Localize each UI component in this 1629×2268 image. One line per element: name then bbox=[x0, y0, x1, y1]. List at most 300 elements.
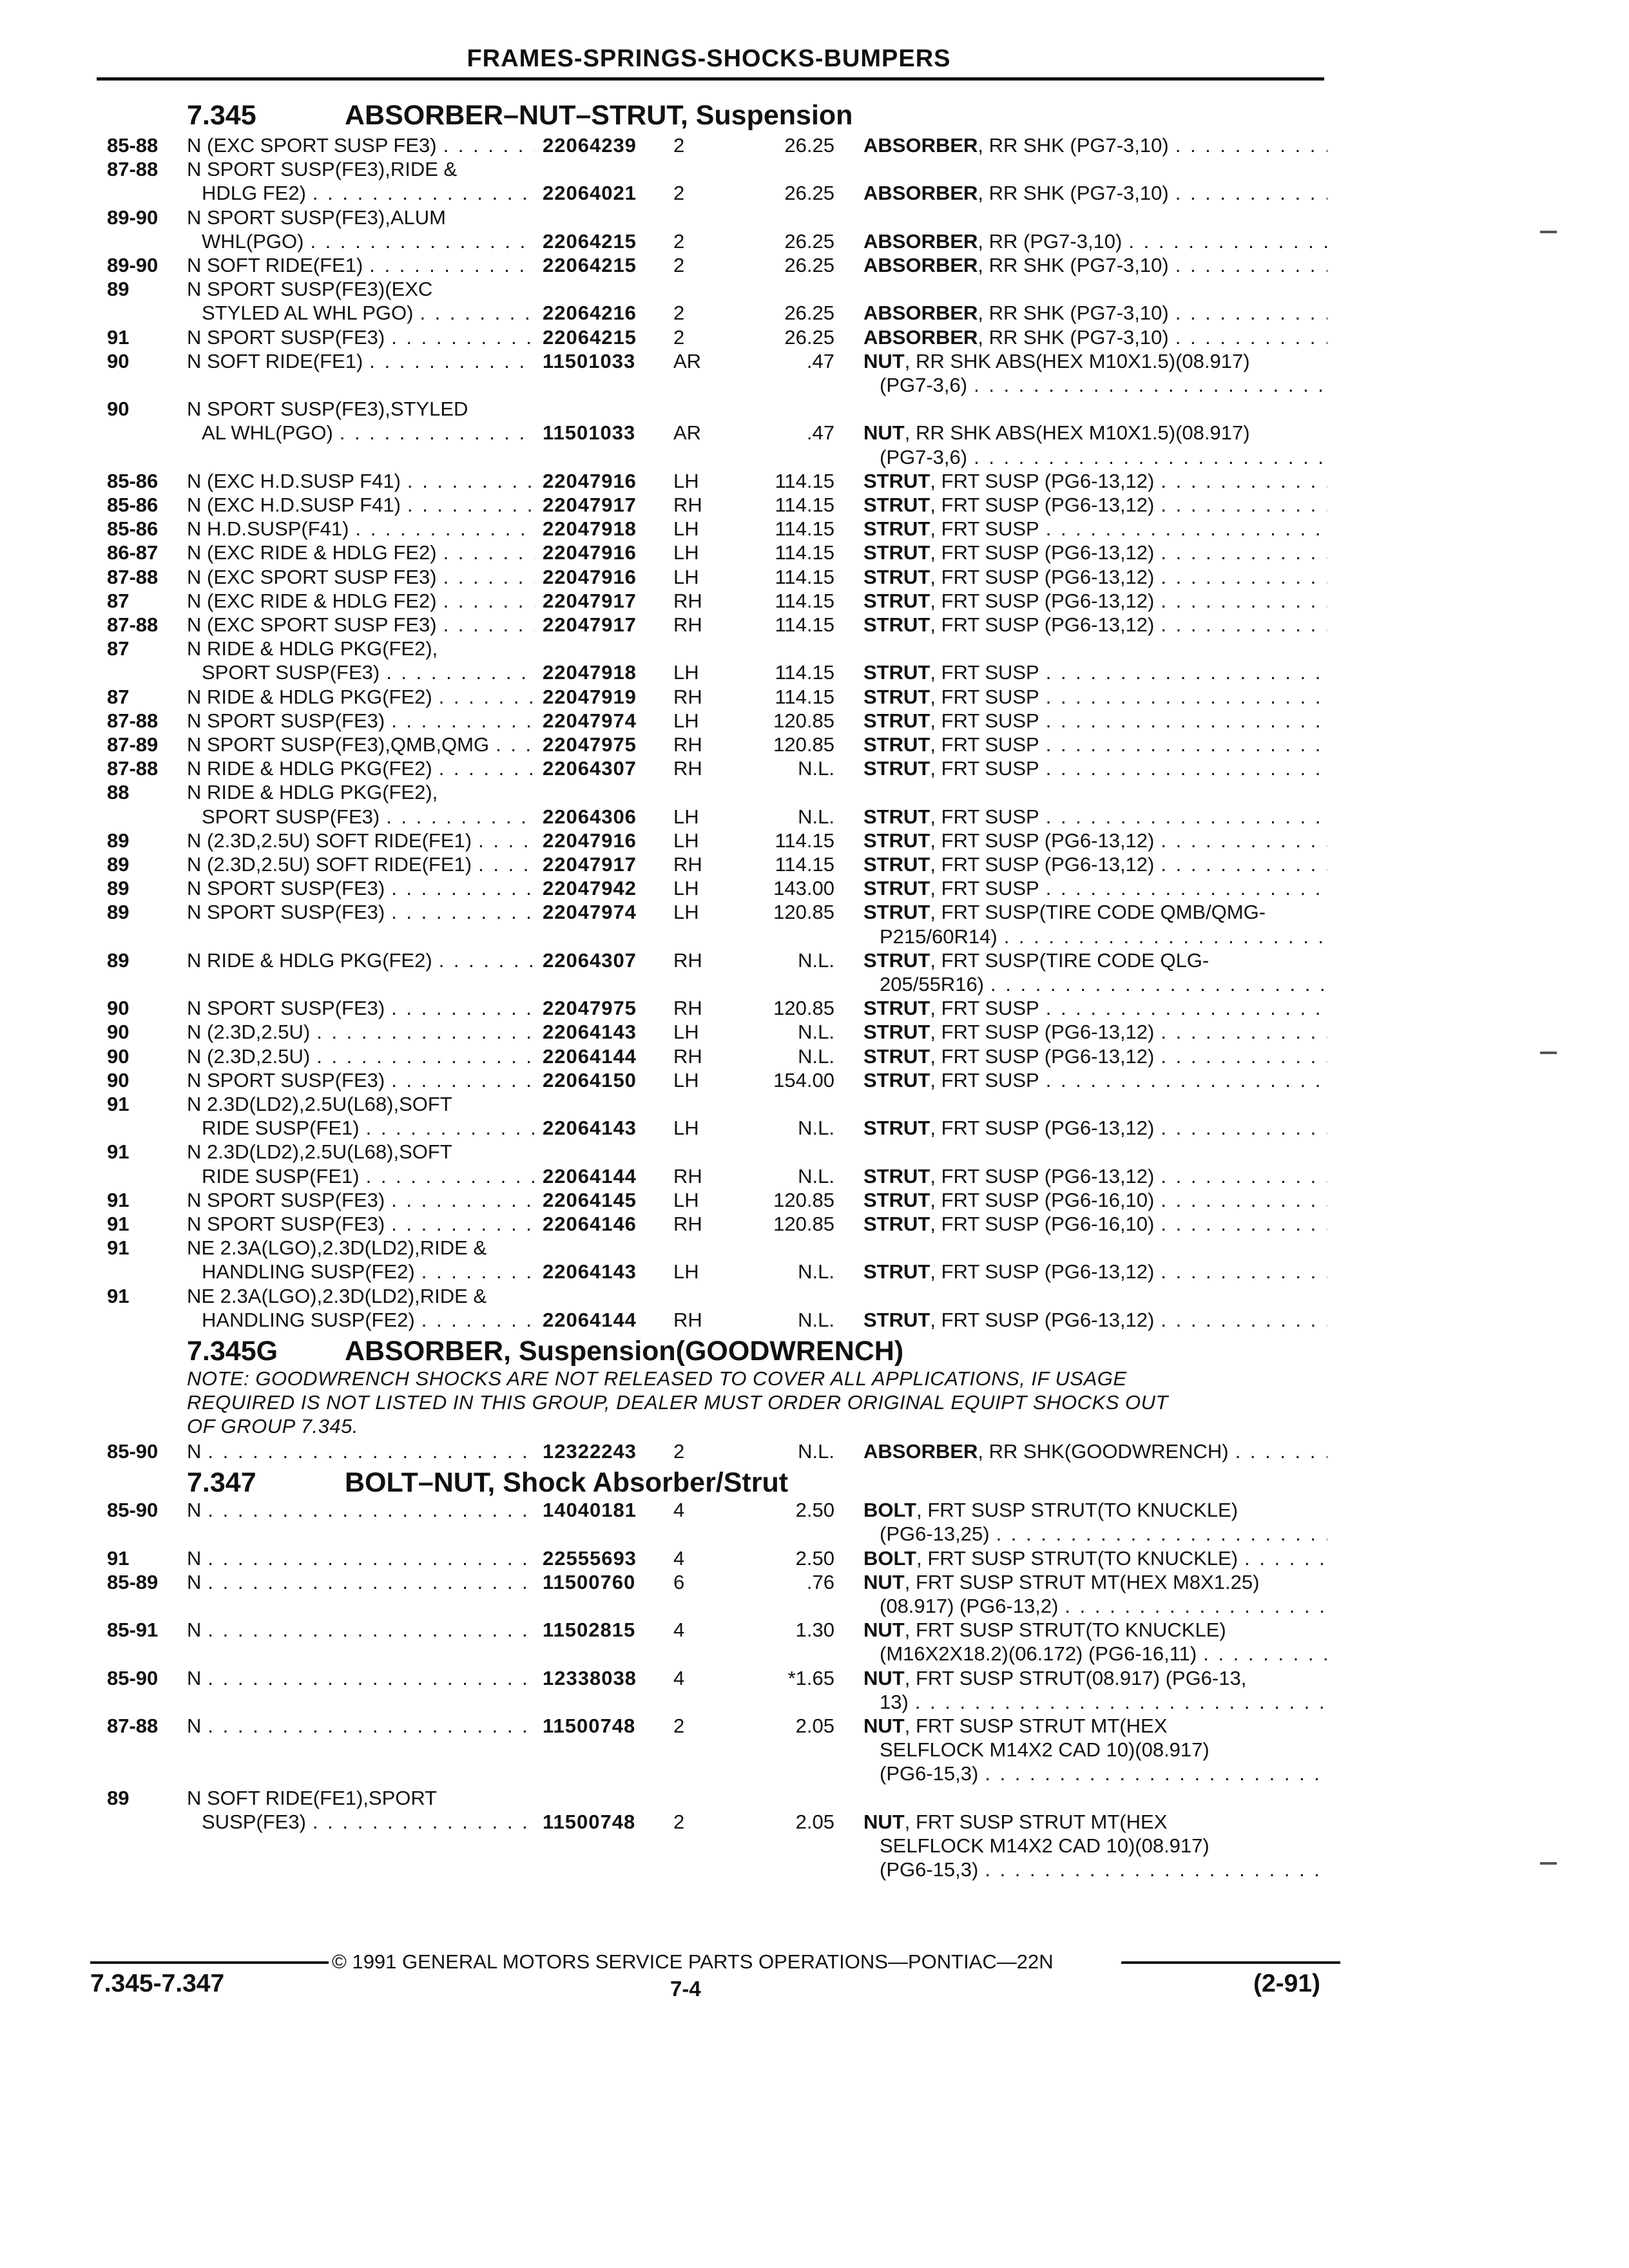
dot-leader bbox=[360, 1164, 535, 1188]
part-name-text: STRUT, FRT SUSP bbox=[863, 757, 1039, 780]
quantity: 2 bbox=[673, 1810, 685, 1833]
part-detail: FRT SUSP (PG6-13,12) bbox=[941, 469, 1155, 492]
description-text: SUSP(FE3) bbox=[202, 1810, 306, 1833]
model-years: 91 bbox=[107, 325, 130, 349]
part-name-text: NUT, RR SHK ABS(HEX M10X1.5)(08.917) bbox=[863, 421, 1250, 445]
part-name bbox=[863, 613, 1327, 637]
quantity: LH bbox=[673, 661, 699, 684]
part-name-text: STRUT, FRT SUSP bbox=[863, 709, 1039, 732]
parts-row bbox=[0, 805, 1629, 829]
quantity: RH bbox=[673, 997, 702, 1020]
parts-row bbox=[0, 613, 1629, 637]
parts-row bbox=[0, 1260, 1629, 1283]
part-name bbox=[863, 660, 1327, 684]
part-name bbox=[863, 493, 1327, 517]
parts-row bbox=[0, 1212, 1629, 1236]
description-text: N SPORT SUSP(FE3),QMB,QMG bbox=[187, 733, 490, 756]
description-text: N RIDE & HDLG PKG(FE2), bbox=[187, 637, 438, 660]
description-text: N RIDE & HDLG PKG(FE2) bbox=[187, 685, 432, 708]
application-description bbox=[187, 996, 535, 1020]
parts-row bbox=[0, 1858, 1629, 1881]
dot-leader bbox=[909, 1690, 1327, 1714]
dot-leader bbox=[978, 1858, 1327, 1881]
parts-row bbox=[0, 157, 1629, 181]
part-noun: STRUT bbox=[863, 948, 930, 972]
parts-row bbox=[0, 133, 1629, 157]
dot-leader bbox=[437, 541, 535, 564]
application-description bbox=[202, 1260, 535, 1283]
part-number: 22047916 bbox=[543, 469, 637, 492]
list-price: N.L. bbox=[798, 1164, 834, 1187]
dot-leader bbox=[380, 660, 535, 684]
part-detail: SELFLOCK M14X2 CAD 10)(08.917) bbox=[880, 1834, 1210, 1857]
list-price: N.L. bbox=[798, 1308, 834, 1331]
part-name-text: ABSORBER, RR SHK (PG7-3,10) bbox=[863, 134, 1169, 157]
part-detail: FRT SUSP (PG6-13,12) bbox=[941, 1260, 1155, 1283]
model-years: 87-88 bbox=[107, 613, 159, 636]
part-detail: FRT SUSP (PG6-13,12) bbox=[941, 589, 1155, 612]
part-name-text: STRUT, FRT SUSP bbox=[863, 517, 1039, 541]
part-name-text bbox=[880, 1594, 1058, 1618]
model-years: 85-90 bbox=[107, 1440, 159, 1463]
part-name bbox=[863, 852, 1327, 876]
part-number: 11501033 bbox=[543, 349, 636, 372]
model-years: 89 bbox=[107, 948, 130, 972]
part-name bbox=[863, 589, 1327, 613]
part-name-text: STRUT, FRT SUSP bbox=[863, 685, 1039, 708]
description-text: N bbox=[187, 1440, 202, 1463]
quantity: RH bbox=[673, 948, 702, 972]
application-description bbox=[187, 1236, 535, 1260]
part-detail: (PG6-15,3) bbox=[880, 1858, 979, 1881]
list-price: N.L. bbox=[798, 805, 834, 828]
application-description bbox=[187, 709, 535, 733]
description-text: N (EXC SPORT SUSP FE3) bbox=[187, 134, 437, 157]
part-name-text: STRUT, FRT SUSP (PG6-13,12) bbox=[863, 853, 1155, 876]
dot-leader bbox=[1058, 1594, 1327, 1618]
part-detail: FRT SUSP (PG6-13,12) bbox=[941, 829, 1155, 852]
dot-leader bbox=[380, 805, 535, 829]
part-detail: (PG7-3,6) bbox=[880, 445, 968, 468]
quantity: 4 bbox=[673, 1619, 685, 1642]
description-text: N H.D.SUSP(F41) bbox=[187, 517, 349, 541]
quantity: RH bbox=[673, 589, 702, 612]
part-number: 22047919 bbox=[543, 685, 637, 708]
parts-row bbox=[0, 1188, 1629, 1212]
application-description bbox=[187, 133, 535, 157]
margin-mark bbox=[1540, 1052, 1557, 1054]
part-name bbox=[863, 1666, 1327, 1690]
description-text: N (EXC RIDE & HDLG FE2) bbox=[187, 541, 437, 564]
parts-row bbox=[0, 1642, 1629, 1666]
dot-leader bbox=[385, 709, 535, 733]
part-name bbox=[880, 1834, 1327, 1858]
part-noun: NUT bbox=[863, 1666, 905, 1689]
model-years: 85-86 bbox=[107, 494, 159, 516]
dot-leader bbox=[1169, 325, 1327, 349]
list-price: 2.50 bbox=[795, 1499, 834, 1522]
parts-row bbox=[0, 948, 1629, 972]
model-years: 90 bbox=[107, 398, 130, 421]
dot-leader bbox=[360, 1116, 535, 1140]
part-name-text: BOLT, FRT SUSP STRUT(TO KNUCKLE) bbox=[863, 1499, 1239, 1522]
description-text: STYLED AL WHL PGO) bbox=[202, 302, 414, 325]
parts-row bbox=[0, 1618, 1629, 1642]
parts-row bbox=[0, 277, 1629, 301]
model-years: 87-89 bbox=[107, 733, 159, 756]
model-years: 89-90 bbox=[107, 206, 159, 229]
part-number: 22064306 bbox=[543, 805, 637, 828]
dot-leader bbox=[1039, 805, 1327, 829]
part-detail: FRT SUSP bbox=[941, 757, 1039, 780]
dot-leader bbox=[1039, 660, 1327, 684]
quantity: LH bbox=[673, 1188, 699, 1211]
part-noun: NUT bbox=[863, 1810, 905, 1833]
application-description bbox=[187, 780, 535, 804]
part-number: 22064144 bbox=[543, 1044, 637, 1068]
dot-leader bbox=[385, 325, 535, 349]
application-description bbox=[202, 229, 535, 253]
dot-leader bbox=[401, 493, 535, 517]
part-name bbox=[863, 541, 1327, 564]
part-number: 22047975 bbox=[543, 997, 637, 1020]
parts-row bbox=[0, 1714, 1629, 1738]
part-number: 22047917 bbox=[543, 853, 637, 876]
parts-row bbox=[0, 181, 1629, 205]
part-number: 22047916 bbox=[543, 565, 637, 588]
part-number: 22047916 bbox=[543, 829, 637, 852]
application-description bbox=[202, 1164, 535, 1188]
description-text: WHL(PGO) bbox=[202, 229, 304, 253]
part-detail: FRT SUSP STRUT(TO KNUCKLE) bbox=[927, 1499, 1239, 1522]
page-header-title: FRAMES-SPRINGS-SHOCKS-BUMPERS bbox=[467, 45, 951, 72]
dot-leader bbox=[201, 1546, 535, 1570]
part-name-text bbox=[880, 445, 967, 469]
part-name-text: STRUT, FRT SUSP bbox=[863, 877, 1039, 900]
part-name bbox=[863, 1618, 1327, 1642]
part-noun: ABSORBER bbox=[863, 229, 978, 253]
list-price: 154.00 bbox=[773, 1068, 834, 1091]
part-name-text: STRUT, FRT SUSP (PG6-13,12) bbox=[863, 469, 1155, 492]
parts-row bbox=[0, 397, 1629, 421]
part-name bbox=[880, 1594, 1327, 1618]
part-number: 22064239 bbox=[543, 134, 637, 157]
parts-row bbox=[0, 325, 1629, 349]
part-name bbox=[863, 349, 1327, 373]
dot-leader bbox=[432, 948, 535, 972]
dot-leader bbox=[201, 1439, 535, 1463]
footer-page-number: 7-4 bbox=[670, 1977, 701, 2001]
dot-leader bbox=[472, 829, 535, 852]
list-price: 26.25 bbox=[784, 325, 834, 349]
model-years: 87-88 bbox=[107, 757, 159, 780]
part-name-text: ABSORBER, RR (PG7-3,10) bbox=[863, 229, 1123, 253]
description-text: HANDLING SUSP(FE2) bbox=[202, 1260, 415, 1283]
dot-leader bbox=[1039, 876, 1327, 900]
part-number: 11500748 bbox=[543, 1715, 636, 1737]
part-name-text: NUT, FRT SUSP STRUT(TO KNUCKLE) bbox=[863, 1619, 1226, 1642]
part-number: 12338038 bbox=[543, 1666, 637, 1689]
part-name bbox=[863, 733, 1327, 756]
part-detail: P215/60R14) bbox=[880, 925, 998, 948]
quantity: RH bbox=[673, 853, 702, 876]
dot-leader bbox=[1154, 1020, 1327, 1044]
part-detail: FRT SUSP (PG6-16,10) bbox=[941, 1188, 1155, 1211]
list-price: 2.50 bbox=[795, 1546, 834, 1570]
description-text: N SPORT SUSP(FE3) bbox=[187, 709, 385, 732]
part-detail: (M16X2X18.2)(06.172) (PG6-16,11) bbox=[880, 1642, 1197, 1666]
part-name-text: ABSORBER, RR SHK(GOODWRENCH) bbox=[863, 1440, 1229, 1463]
dot-leader bbox=[310, 1044, 535, 1068]
dot-leader bbox=[1039, 733, 1327, 756]
footer-rule-left bbox=[90, 1961, 329, 1964]
description-text: NE 2.3A(LGO),2.3D(LD2),RIDE & bbox=[187, 1236, 487, 1260]
parts-row bbox=[0, 852, 1629, 876]
dot-leader bbox=[385, 900, 535, 924]
parts-row bbox=[0, 1522, 1629, 1546]
part-noun: ABSORBER bbox=[863, 325, 978, 349]
dot-leader bbox=[201, 1498, 535, 1522]
description-text: SPORT SUSP(FE3) bbox=[202, 661, 380, 684]
part-noun: STRUT bbox=[863, 997, 930, 1020]
list-price: N.L. bbox=[798, 948, 834, 972]
part-noun: STRUT bbox=[863, 1068, 930, 1091]
part-name-text: STRUT, FRT SUSP (PG6-13,12) bbox=[863, 1117, 1155, 1140]
part-name bbox=[863, 1212, 1327, 1236]
part-name bbox=[863, 1116, 1327, 1140]
description-text: N SPORT SUSP(FE3),RIDE & bbox=[187, 158, 458, 181]
parts-row bbox=[0, 1834, 1629, 1858]
part-detail: FRT SUSP bbox=[941, 517, 1039, 541]
part-number: 12322243 bbox=[543, 1440, 637, 1463]
model-years: 90 bbox=[107, 1068, 130, 1091]
parts-row bbox=[0, 756, 1629, 780]
application-description bbox=[202, 660, 535, 684]
part-name bbox=[863, 709, 1327, 733]
application-description bbox=[187, 1786, 535, 1810]
dot-leader bbox=[432, 685, 535, 709]
quantity: AR bbox=[673, 349, 702, 372]
part-detail: FRT SUSP (PG6-13,12) bbox=[941, 565, 1155, 588]
part-name bbox=[863, 253, 1327, 277]
description-text: N (2.3D,2.5U) SOFT RIDE(FE1) bbox=[187, 829, 472, 852]
part-detail: FRT SUSP STRUT MT(HEX bbox=[915, 1715, 1168, 1737]
part-name bbox=[880, 1858, 1327, 1881]
application-description bbox=[187, 253, 535, 277]
parts-row bbox=[0, 1570, 1629, 1594]
parts-row bbox=[0, 1546, 1629, 1570]
part-name bbox=[863, 876, 1327, 900]
part-detail: FRT SUSP STRUT(TO KNUCKLE) bbox=[915, 1619, 1226, 1642]
part-noun: NUT bbox=[863, 1715, 905, 1737]
model-years: 90 bbox=[107, 349, 130, 372]
application-description bbox=[187, 397, 535, 421]
part-noun: BOLT bbox=[863, 1546, 917, 1570]
part-number: 22064145 bbox=[543, 1188, 637, 1211]
list-price: 120.85 bbox=[773, 997, 834, 1020]
quantity: LH bbox=[673, 877, 699, 900]
part-detail: FRT SUSP(TIRE CODE QLG- bbox=[941, 948, 1210, 972]
part-name bbox=[863, 948, 1327, 972]
part-number: 22047975 bbox=[543, 733, 637, 756]
application-description bbox=[187, 685, 535, 709]
part-detail: FRT SUSP STRUT MT(HEX M8X1.25) bbox=[915, 1570, 1260, 1593]
description-text: N (EXC SPORT SUSP FE3) bbox=[187, 565, 437, 588]
part-name bbox=[863, 900, 1327, 924]
list-price: 114.15 bbox=[775, 829, 834, 852]
part-noun: NUT bbox=[863, 349, 905, 372]
application-description bbox=[187, 1498, 535, 1522]
part-name-text: ABSORBER, RR SHK (PG7-3,10) bbox=[863, 302, 1169, 325]
section-number: 7.345 bbox=[187, 100, 256, 131]
part-detail: FRT SUSP(TIRE CODE QMB/QMG- bbox=[941, 901, 1266, 924]
parts-row bbox=[0, 996, 1629, 1020]
dot-leader bbox=[385, 1212, 535, 1236]
parts-row bbox=[0, 589, 1629, 613]
part-name bbox=[863, 1188, 1327, 1212]
dot-leader bbox=[967, 445, 1327, 469]
dot-leader bbox=[415, 1308, 535, 1332]
description-text: SPORT SUSP(FE3) bbox=[202, 805, 380, 828]
list-price: 114.15 bbox=[775, 685, 834, 708]
list-price: N.L. bbox=[798, 1044, 834, 1068]
model-years: 91 bbox=[107, 1546, 130, 1570]
application-description bbox=[187, 1092, 535, 1116]
part-noun: ABSORBER bbox=[863, 134, 978, 157]
quantity: LH bbox=[673, 469, 699, 492]
part-number: 22064143 bbox=[543, 1260, 637, 1283]
quantity: LH bbox=[673, 829, 699, 852]
part-detail: FRT SUSP (PG6-13,12) bbox=[941, 613, 1155, 636]
dot-leader bbox=[437, 133, 535, 157]
quantity: 4 bbox=[673, 1499, 685, 1522]
quantity: 4 bbox=[673, 1546, 685, 1570]
part-noun: STRUT bbox=[863, 901, 930, 924]
application-description bbox=[187, 756, 535, 780]
dot-leader bbox=[967, 373, 1327, 397]
part-name bbox=[863, 301, 1327, 325]
part-name bbox=[863, 229, 1327, 253]
part-noun: BOLT bbox=[863, 1499, 917, 1522]
dot-leader bbox=[1169, 253, 1327, 277]
description-text: N bbox=[187, 1619, 202, 1642]
part-name bbox=[863, 1810, 1327, 1834]
part-noun: ABSORBER bbox=[863, 182, 978, 205]
model-years: 85-86 bbox=[107, 469, 159, 492]
part-name bbox=[880, 445, 1327, 469]
description-text: N SPORT SUSP(FE3) bbox=[187, 877, 385, 900]
part-noun: STRUT bbox=[863, 494, 930, 516]
part-noun: ABSORBER bbox=[863, 302, 978, 325]
dot-leader bbox=[432, 756, 535, 780]
margin-mark bbox=[1540, 1862, 1557, 1865]
part-detail: (PG6-15,3) bbox=[880, 1762, 979, 1785]
section-title: ABSORBER–NUT–STRUT, Suspension bbox=[345, 100, 853, 131]
section-number: 7.345G bbox=[187, 1336, 278, 1367]
part-name-text: STRUT, FRT SUSP (PG6-16,10) bbox=[863, 1213, 1155, 1235]
part-name bbox=[863, 996, 1327, 1020]
dot-leader bbox=[998, 925, 1327, 948]
part-detail: (PG6-13,25) bbox=[880, 1523, 990, 1546]
part-noun: STRUT bbox=[863, 517, 930, 541]
part-detail: RR SHK ABS(HEX M10X1.5)(08.917) bbox=[915, 421, 1250, 445]
part-number: 22064307 bbox=[543, 948, 637, 972]
parts-row bbox=[0, 900, 1629, 924]
parts-row bbox=[0, 1690, 1629, 1714]
part-name-text: NUT, FRT SUSP STRUT MT(HEX bbox=[863, 1715, 1168, 1737]
parts-row bbox=[0, 565, 1629, 589]
list-price: .47 bbox=[806, 421, 834, 445]
description-text: N 2.3D(LD2),2.5U(L68),SOFT bbox=[187, 1140, 452, 1164]
dot-leader bbox=[1154, 1164, 1327, 1188]
description-text: N bbox=[187, 1546, 202, 1570]
application-description bbox=[187, 1618, 535, 1642]
part-noun: STRUT bbox=[863, 805, 930, 828]
application-description bbox=[187, 733, 535, 756]
part-number: 22064215 bbox=[543, 325, 637, 349]
part-noun: STRUT bbox=[863, 661, 930, 684]
list-price: 120.85 bbox=[773, 733, 834, 756]
part-noun: STRUT bbox=[863, 613, 930, 636]
part-detail: 13) bbox=[880, 1690, 909, 1713]
dot-leader bbox=[1197, 1642, 1327, 1666]
part-detail: FRT SUSP (PG6-16,10) bbox=[941, 1213, 1155, 1235]
part-name bbox=[863, 1714, 1327, 1738]
application-description bbox=[187, 948, 535, 972]
part-detail: FRT SUSP (PG6-13,12) bbox=[941, 853, 1155, 876]
section-title: BOLT–NUT, Shock Absorber/Strut bbox=[345, 1467, 789, 1499]
part-name bbox=[863, 1020, 1327, 1044]
part-name-text bbox=[880, 1522, 990, 1546]
application-description bbox=[187, 876, 535, 900]
model-years: 87 bbox=[107, 685, 130, 708]
part-name-text: STRUT, FRT SUSP bbox=[863, 661, 1039, 684]
part-name bbox=[863, 469, 1327, 493]
part-name-text: NUT, RR SHK ABS(HEX M10X1.5)(08.917) bbox=[863, 349, 1250, 372]
part-number: 22047917 bbox=[543, 589, 637, 612]
parts-row bbox=[0, 469, 1629, 493]
list-price: 143.00 bbox=[773, 877, 834, 900]
model-years: 89 bbox=[107, 1786, 130, 1809]
part-number: 22047918 bbox=[543, 517, 637, 541]
part-number: 22047974 bbox=[543, 901, 637, 924]
application-description bbox=[187, 1068, 535, 1092]
part-name-text bbox=[880, 373, 967, 397]
model-years: 88 bbox=[107, 781, 130, 804]
application-description bbox=[202, 181, 535, 205]
quantity: RH bbox=[673, 685, 702, 708]
description-text: N (EXC H.D.SUSP F41) bbox=[187, 469, 401, 492]
description-text: NE 2.3A(LGO),2.3D(LD2),RIDE & bbox=[187, 1284, 487, 1307]
quantity: RH bbox=[673, 1164, 702, 1187]
list-price: 114.15 bbox=[775, 541, 834, 564]
part-noun: STRUT bbox=[863, 541, 930, 564]
part-noun: STRUT bbox=[863, 709, 930, 732]
description-text: N SPORT SUSP(FE3) bbox=[187, 1068, 385, 1091]
part-detail: FRT SUSP (PG6-13,12) bbox=[941, 494, 1155, 516]
application-description bbox=[202, 1308, 535, 1332]
dot-leader bbox=[1154, 1260, 1327, 1283]
part-name bbox=[863, 1546, 1327, 1570]
parts-row bbox=[0, 421, 1629, 445]
part-name-text bbox=[880, 925, 998, 948]
application-description bbox=[187, 1212, 535, 1236]
parts-row bbox=[0, 349, 1629, 373]
part-noun: STRUT bbox=[863, 1188, 930, 1211]
dot-leader bbox=[1154, 1308, 1327, 1332]
list-price: 26.25 bbox=[784, 134, 834, 157]
dot-leader bbox=[489, 733, 535, 756]
